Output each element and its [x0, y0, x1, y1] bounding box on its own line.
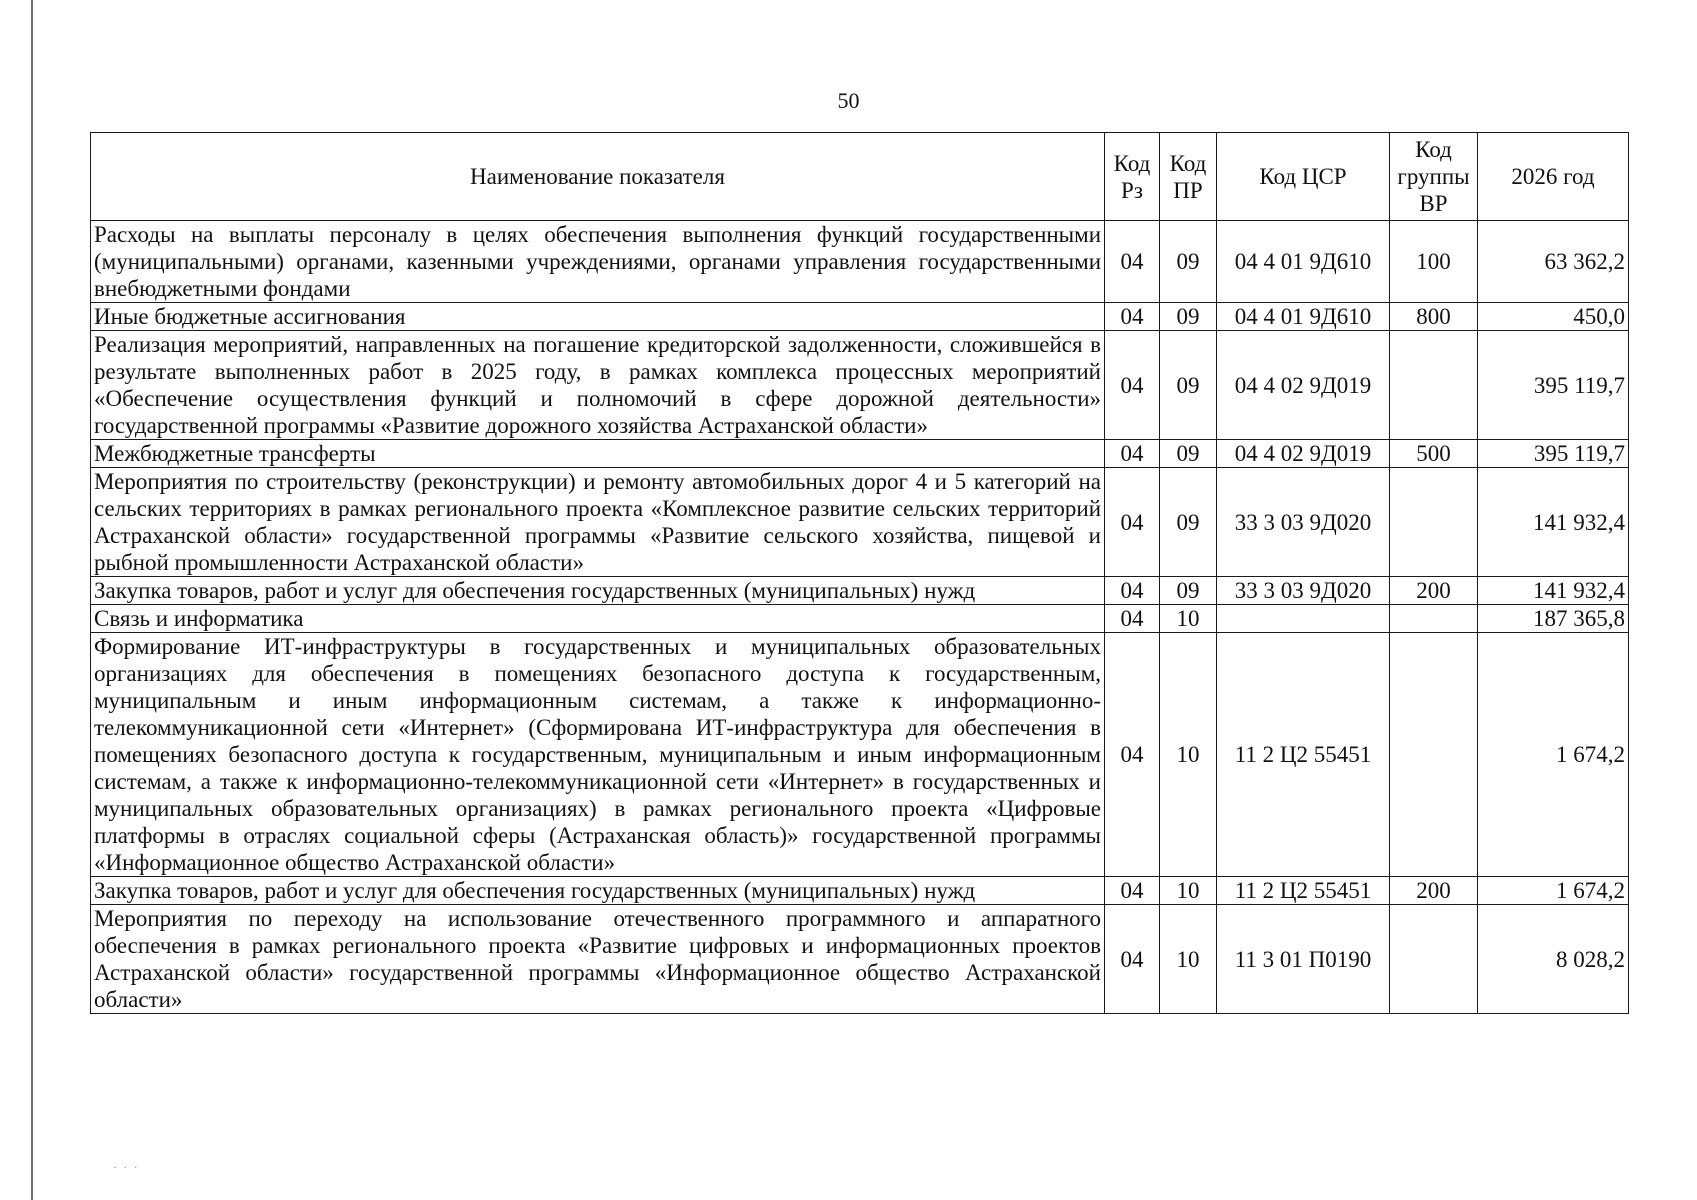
row-rz: 04: [1105, 331, 1160, 440]
table-row: [91, 468, 1629, 577]
row-vr: [1390, 605, 1478, 633]
row-vr: 500: [1390, 440, 1478, 468]
row-csr: [1217, 605, 1390, 633]
row-rz: 04: [1105, 877, 1160, 905]
row-name: Расходы на выплаты персоналу в целях обеспечения выполнения функций государственными (муниципальными) органами, казенными учреждениями, органами управления государственными внебюджетными фондами: [91, 221, 1105, 303]
row-amount: 141 932,4: [1478, 468, 1629, 577]
row-amount: 1 674,2: [1478, 633, 1629, 877]
scan-binding-edge: [31, 0, 33, 1200]
row-name: Закупка товаров, работ и услуг для обеспечения государственных (муниципальных) нужд: [91, 877, 1105, 905]
row-name: Иные бюджетные ассигнования: [91, 303, 1105, 331]
row-vr: 800: [1390, 303, 1478, 331]
table-row: [91, 221, 1629, 303]
row-pr: 09: [1160, 468, 1217, 577]
row-csr: 11 3 01 П0190: [1217, 905, 1390, 1014]
row-name: Связь и информатика: [91, 605, 1105, 633]
table-header: [91, 133, 1629, 221]
row-csr: 04 4 02 9Д019: [1217, 440, 1390, 468]
row-vr: [1390, 468, 1478, 577]
table-row: [91, 331, 1629, 440]
table-row: [91, 877, 1629, 905]
table-body: [91, 221, 1629, 1014]
row-rz: 04: [1105, 468, 1160, 577]
row-name: Закупка товаров, работ и услуг для обеспечения государственных (муниципальных) нужд: [91, 577, 1105, 605]
header-year: 2026 год: [1478, 133, 1629, 221]
row-vr: [1390, 905, 1478, 1014]
row-rz: 04: [1105, 577, 1160, 605]
row-name: Реализация мероприятий, направленных на погашение кредиторской задолженности, сложившейся в результате выполненных работ в 2025 году, в рамках комплекса процессных мероприятий «Обеспечение осуществления функций и полномочий в сфере дорожной деятельности» государственной программы «Развитие дорожного хозяйства Астраханской области»: [91, 331, 1105, 440]
row-name: Межбюджетные трансферты: [91, 440, 1105, 468]
row-csr: 04 4 01 9Д610: [1217, 221, 1390, 303]
row-amount: 1 674,2: [1478, 877, 1629, 905]
row-vr: 200: [1390, 877, 1478, 905]
row-pr: 10: [1160, 877, 1217, 905]
row-amount: 63 362,2: [1478, 221, 1629, 303]
row-name: Мероприятия по строительству (реконструкции) и ремонту автомобильных дорог 4 и 5 категорий на сельских территориях в рамках регионального проекта «Комплексное развитие сельских территорий Астраханской области» государственной программы «Развитие сельского хозяйства, пищевой и рыбной промышленности Астраханской области»: [91, 468, 1105, 577]
header-pr: Код ПР: [1160, 133, 1217, 221]
table-row: [91, 303, 1629, 331]
row-csr: 33 3 03 9Д020: [1217, 577, 1390, 605]
row-amount: 8 028,2: [1478, 905, 1629, 1014]
header-row: [91, 133, 1629, 221]
row-csr: 33 3 03 9Д020: [1217, 468, 1390, 577]
table-row: [91, 605, 1629, 633]
row-pr: 09: [1160, 303, 1217, 331]
row-csr: 11 2 Ц2 55451: [1217, 877, 1390, 905]
row-pr: 09: [1160, 221, 1217, 303]
table-row: [91, 905, 1629, 1014]
table-row: [91, 577, 1629, 605]
page-number: 50: [837, 88, 860, 113]
scan-artifact-dots: · · ·: [113, 1162, 140, 1174]
header-rz: Код Рз: [1105, 133, 1160, 221]
row-amount: 395 119,7: [1478, 440, 1629, 468]
row-amount: 141 932,4: [1478, 577, 1629, 605]
row-pr: 10: [1160, 905, 1217, 1014]
header-csr: Код ЦСР: [1217, 133, 1390, 221]
table-row: [91, 633, 1629, 877]
row-csr: 04 4 02 9Д019: [1217, 331, 1390, 440]
row-csr: 11 2 Ц2 55451: [1217, 633, 1390, 877]
row-vr: 200: [1390, 577, 1478, 605]
row-name: Мероприятия по переходу на использование отечественного программного и аппаратного обеспечения в рамках регионального проекта «Развитие цифровых и информационных проектов Астраханской области» государственной программы «Информационное общество Астраханской области»: [91, 905, 1105, 1014]
row-name: Формирование ИТ-инфраструктуры в государственных и муниципальных образовательных организациях для обеспечения в помещениях безопасного доступа к государственным, муниципальным и иным информационным системам, а также к информационно-телекоммуникационной сети «Интернет» (Сформирована ИТ-инфраструктура для обеспечения в помещениях безопасного доступа к государственным, муниципальным и иным информационным системам, а также к информационно-телекоммуникационной сети «Интернет» в государственных и муниципальных образовательных организациях) в рамках регионального проекта «Цифровые платформы в отраслях социальной сферы (Астраханская область)» государственной программы «Информационное общество Астраханской области»: [91, 633, 1105, 877]
row-pr: 09: [1160, 440, 1217, 468]
row-rz: 04: [1105, 303, 1160, 331]
row-pr: 09: [1160, 577, 1217, 605]
row-rz: 04: [1105, 221, 1160, 303]
row-csr: 04 4 01 9Д610: [1217, 303, 1390, 331]
row-rz: 04: [1105, 605, 1160, 633]
row-pr: 10: [1160, 633, 1217, 877]
row-pr: 10: [1160, 605, 1217, 633]
row-rz: 04: [1105, 905, 1160, 1014]
row-vr: 100: [1390, 221, 1478, 303]
table-row: [91, 440, 1629, 468]
row-amount: 395 119,7: [1478, 331, 1629, 440]
row-amount: 450,0: [1478, 303, 1629, 331]
row-rz: 04: [1105, 440, 1160, 468]
row-vr: [1390, 633, 1478, 877]
header-name: Наименование показателя: [91, 133, 1105, 221]
row-vr: [1390, 331, 1478, 440]
budget-table: [90, 132, 1629, 1014]
row-pr: 09: [1160, 331, 1217, 440]
row-rz: 04: [1105, 633, 1160, 877]
row-amount: 187 365,8: [1478, 605, 1629, 633]
header-vr: Код группы ВР: [1390, 133, 1478, 221]
